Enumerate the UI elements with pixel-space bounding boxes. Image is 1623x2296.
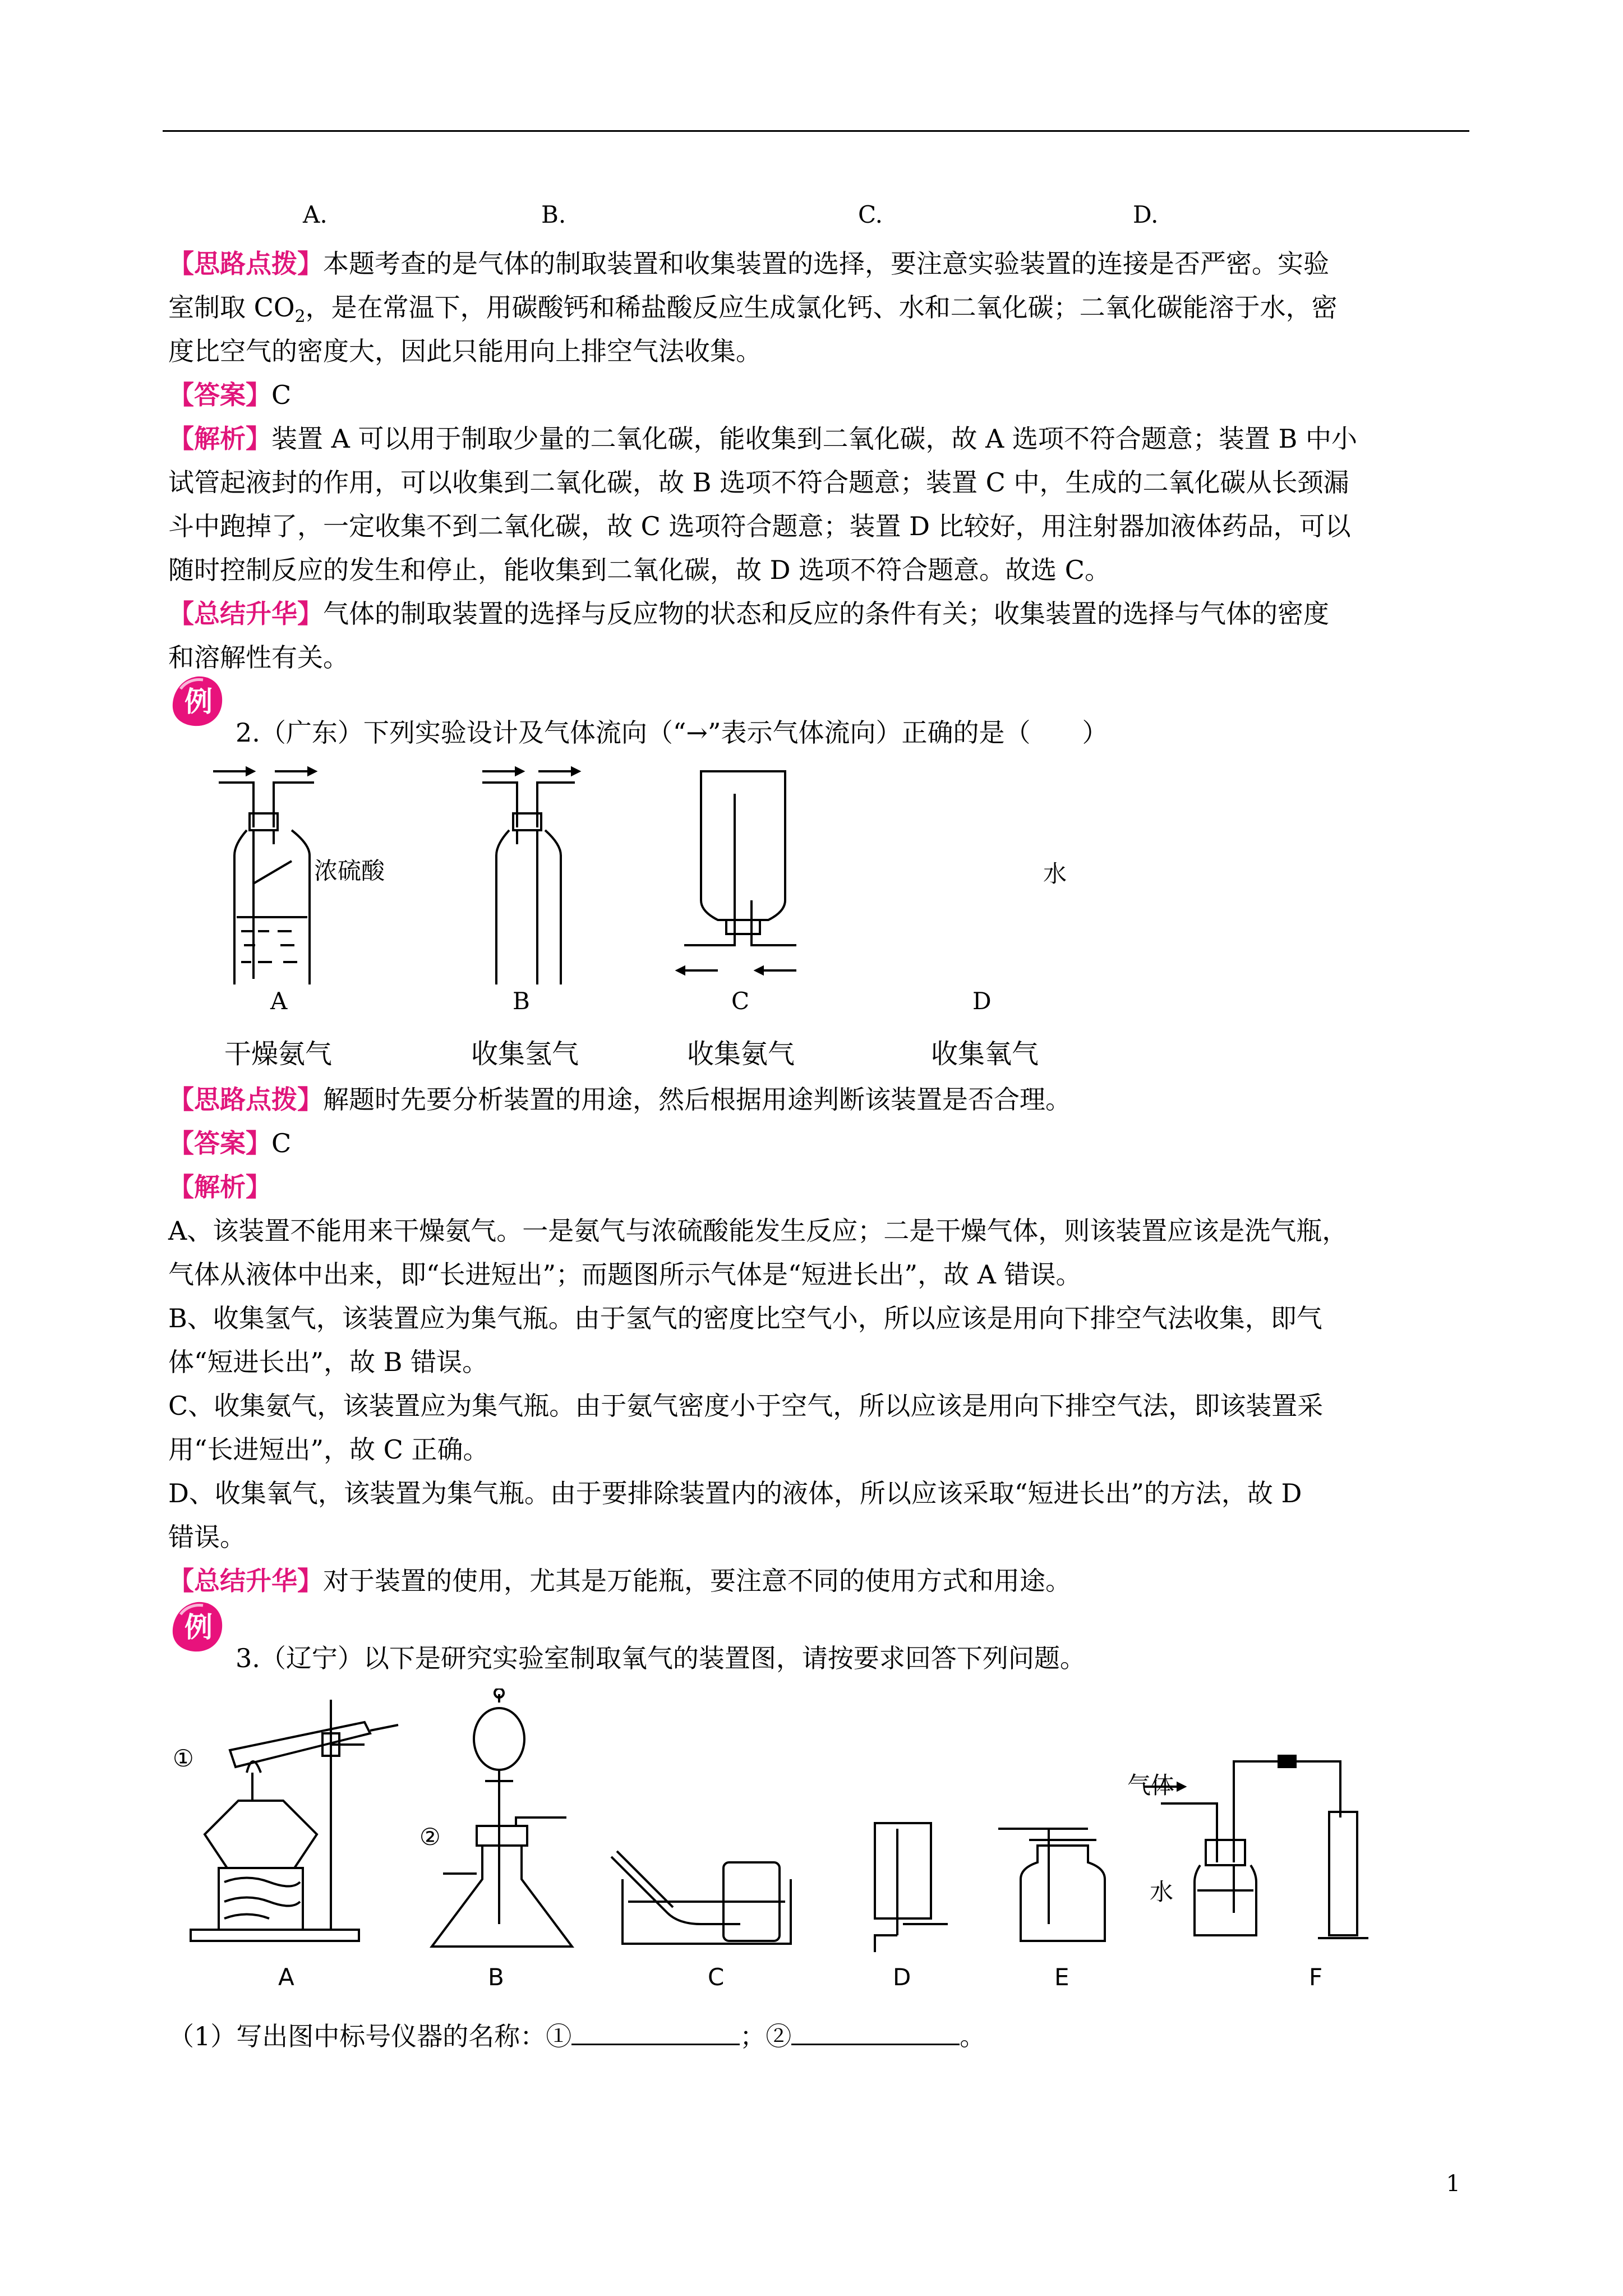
- q1-silu-line-2: 室制取 $CO_2$，是在常温下，用碳酸钙和稀盐酸反应生成氯化钙、水和二氧化碳；二氧化碳能溶于水，密: [168, 292, 1338, 327]
- mark-1: ①: [173, 1745, 194, 1772]
- apparatus-d: [875, 1823, 948, 1952]
- answer-blank-2[interactable]: [791, 2021, 960, 2045]
- q2-zongjie: 【总结升华】对于装置的使用，尤其是万能瓶，要注意不同的使用方式和用途。: [168, 1566, 1071, 1596]
- example-badge-icon: [169, 1599, 225, 1655]
- answer-blank-1[interactable]: [571, 2021, 740, 2045]
- q3-label-a: A: [278, 1963, 294, 1991]
- q2-label-b: B: [513, 987, 530, 1015]
- q2-silu: 【思路点拨】解题时先要分析装置的用途，然后根据用途判断该装置是否合理。: [168, 1084, 1071, 1115]
- q2-jiexi-line-7: D、收集氧气，该装置为集气瓶。由于要排除装置内的液体，所以应该采取“短进长出”的方法，故 D: [168, 1478, 1302, 1508]
- apparatus-b: [432, 1688, 572, 1947]
- q1-answer: 【答案】C: [168, 380, 292, 410]
- silu-tag: 【思路点拨】: [168, 249, 323, 279]
- option-d: D.: [1133, 201, 1159, 228]
- q1-zongjie-line-1: 【总结升华】气体的制取装置的选择与反应物的状态和反应的条件有关；收集装置的选择与气体的密度: [168, 599, 1329, 629]
- q3-label-c: C: [708, 1963, 725, 1991]
- q3-apparatus-figure: [163, 1688, 1424, 1952]
- q2-jiexi-line-1: A、该装置不能用来干燥氨气。一是氨气与浓硫酸能发生反应；二是干燥气体，则该装置应该是洗气瓶，: [168, 1216, 1348, 1246]
- page-number: 1: [1446, 2171, 1460, 2197]
- q2-jiexi-line-6: 用“长进短出”，故 C 正确。: [168, 1434, 489, 1465]
- q1-jiexi-line-2: 试管起液封的作用，可以收集到二氧化碳，故 B 选项不符合题意；装置 C 中，生成的二氧化碳从长颈漏: [168, 467, 1349, 498]
- option-c: C.: [858, 201, 883, 228]
- q3-sub-question: （1）写出图中标号仪器的名称：① ；② 。: [168, 2021, 986, 2051]
- svg-text:例: 例: [185, 1611, 213, 1644]
- q2-jiexi-line-8: 错误。: [168, 1522, 246, 1552]
- q3-label-b: B: [488, 1963, 504, 1991]
- q1-silu-line-1: 【思路点拨】本题考查的是气体的制取装置和收集装置的选择，要注意实验装置的连接是否严密。实验: [168, 249, 1329, 279]
- q2-jiexi-line-2: 气体从液体中出来，即“长进短出”；而题图所示气体是“短进长出”，故 A 错误。: [168, 1259, 1082, 1290]
- q1-jiexi-line-4: 随时控制反应的发生和停止，能收集到二氧化碳，故 D 选项不符合题意。故选 C。: [168, 555, 1110, 585]
- water-label-q2: 水: [1043, 860, 1067, 887]
- q3-label-f: F: [1309, 1963, 1323, 1991]
- q2-question: 2.（广东）下列实验设计及气体流向（“→”表示气体流向）正确的是（ ）: [236, 717, 1108, 748]
- water-label-q3: 水: [1150, 1878, 1174, 1906]
- q3-label-d: D: [893, 1963, 911, 1991]
- header-rule: [163, 130, 1469, 132]
- svg-text:例: 例: [185, 685, 213, 718]
- bottle-a: [213, 768, 315, 984]
- q3-question: 3.（辽宁）以下是研究实验室制取氧气的装置图，请按要求回答下列问题。: [236, 1643, 1086, 1673]
- mark-2: ②: [419, 1823, 441, 1851]
- apparatus-c: [611, 1851, 791, 1944]
- apparatus-f: [1144, 1756, 1368, 1938]
- q2-caption-c: 收集氨气: [687, 1038, 795, 1070]
- gas-label: 气体: [1127, 1772, 1175, 1799]
- bottle-b: [482, 768, 579, 984]
- q2-jiexi-tag: 【解析】: [168, 1172, 271, 1202]
- q2-jiexi-line-4: 体“短进长出”，故 B 错误。: [168, 1347, 488, 1377]
- q2-label-a: A: [270, 987, 288, 1015]
- q2-answer: 【答案】C: [168, 1128, 292, 1158]
- apparatus-a: [191, 1700, 398, 1941]
- option-a: A.: [303, 201, 328, 228]
- bottle-c: [677, 771, 796, 974]
- q2-jiexi-line-3: B、收集氢气，该装置应为集气瓶。由于氢气的密度比空气小，所以应该是用向下排空气法收集，即气: [168, 1303, 1322, 1333]
- option-b: B.: [541, 201, 566, 228]
- q1-silu-line-3: 度比空气的密度大，因此只能用向上排空气法收集。: [168, 336, 762, 366]
- q3-label-e: E: [1054, 1963, 1069, 1991]
- example-badge-icon: [169, 673, 225, 729]
- q1-jiexi-line-1: 【解析】装置 A 可以用于制取少量的二氧化碳，能收集到二氧化碳，故 A 选项不符合题意；装置 B 中小: [168, 424, 1357, 454]
- acid-label: 浓硫酸: [314, 857, 385, 885]
- q1-jiexi-line-3: 斗中跑掉了，一定收集不到二氧化碳，故 C 选项符合题意；装置 D 比较好，用注射器加液体药品，可以: [168, 511, 1351, 541]
- q2-apparatus-figure: [202, 760, 875, 984]
- q2-label-c: C: [731, 987, 750, 1015]
- q1-zongjie-line-2: 和溶解性有关。: [168, 642, 349, 673]
- q2-jiexi-line-5: C、收集氨气，该装置应为集气瓶。由于氨气密度小于空气，所以应该是用向下排空气法，即该装置采: [168, 1391, 1324, 1421]
- q2-caption-d: 收集氧气: [931, 1038, 1039, 1070]
- q2-caption-a: 干燥氨气: [224, 1038, 333, 1070]
- q2-caption-b: 收集氢气: [471, 1038, 579, 1070]
- q2-label-d: D: [972, 987, 992, 1015]
- apparatus-e: [998, 1829, 1105, 1941]
